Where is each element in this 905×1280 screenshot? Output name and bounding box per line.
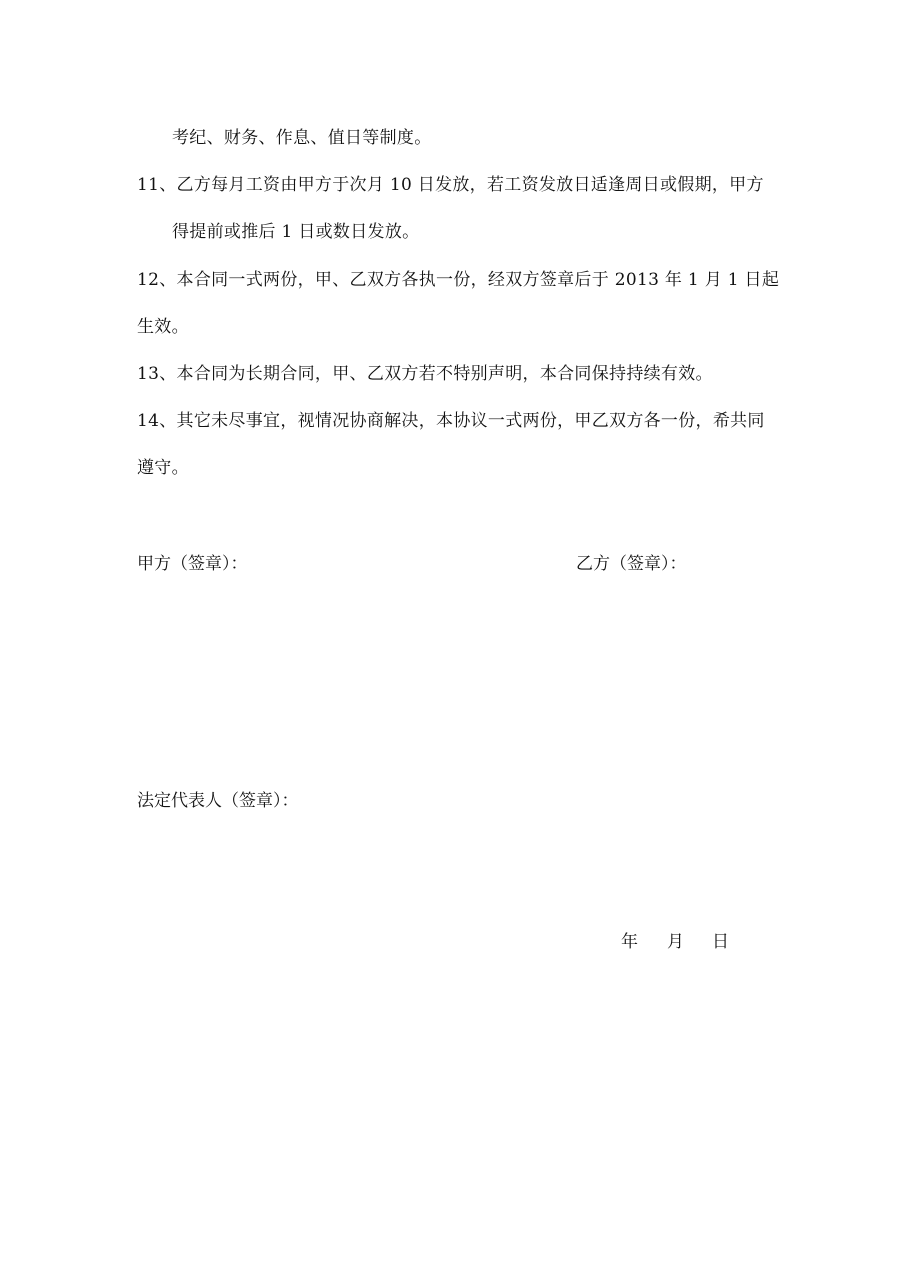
text-line: 生效。 [137,317,189,337]
text-line: 得提前或推后 1 日或数日发放。 [172,222,420,242]
date-year-label: 年 [621,932,638,952]
text-line: 14、其它未尽事宜，视情况协商解决，本协议一式两份，甲乙双方各一份，希共同 [137,411,765,431]
date-day-label: 日 [712,932,729,952]
text-line: 考纪、财务、作息、值日等制度。 [172,128,432,148]
text-line: 12、本合同一式两份，甲、乙双方各执一份，经双方签章后于 2013 年 1 月 1 日起 [137,270,780,290]
party-a-signature-label: 甲方（签章）： [137,554,248,574]
party-b-signature-label: 乙方（签章）： [576,554,687,574]
date-month-label: 月 [667,932,684,952]
text-line: 遵守。 [137,458,189,478]
text-line: 11、乙方每月工资由甲方于次月 10 日发放，若工资发放日适逢周日或假期，甲方 [137,175,764,195]
legal-rep-signature-label: 法定代表人（签章）： [137,791,299,811]
text-line: 13、本合同为长期合同，甲、乙双方若不特别声明，本合同保持持续有效。 [137,364,713,384]
